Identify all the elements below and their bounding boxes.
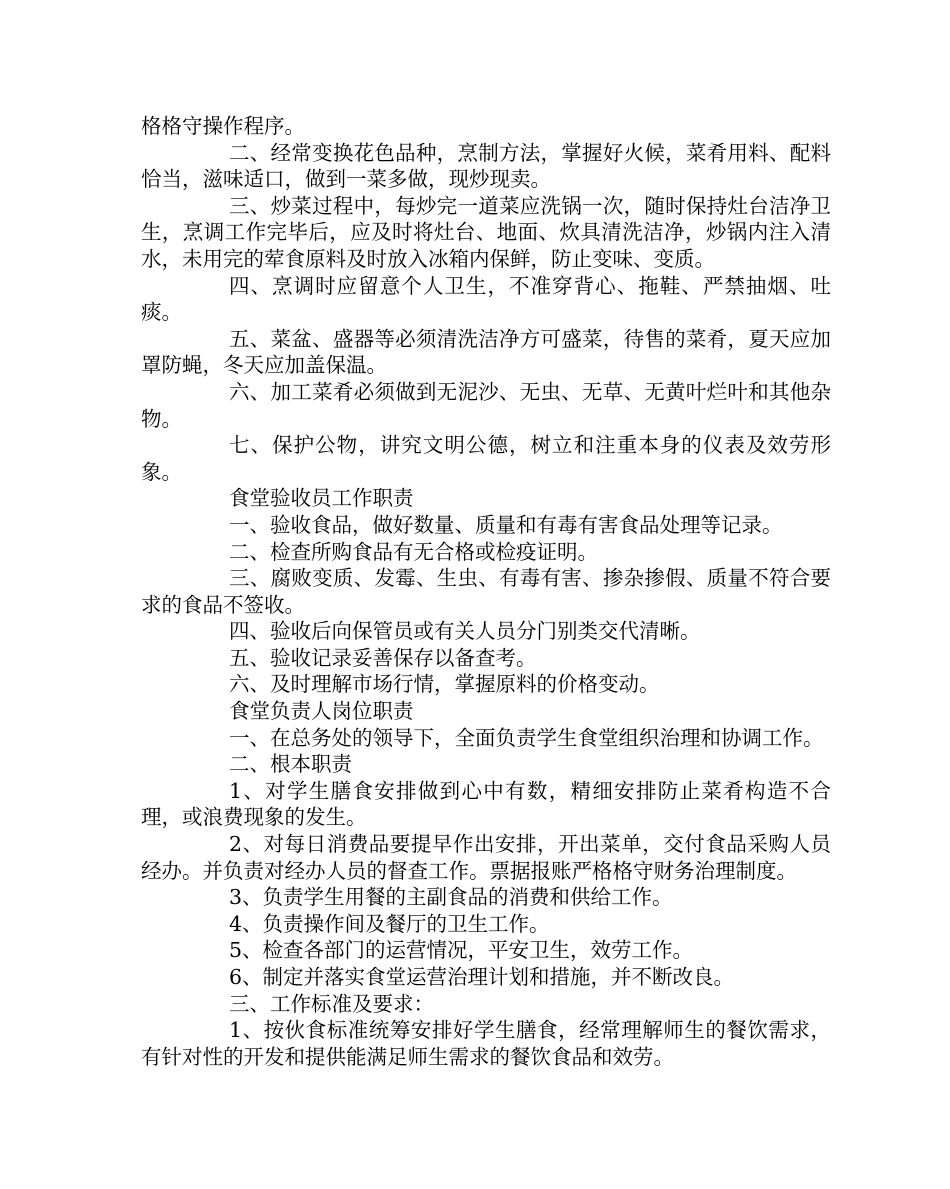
document-page [141, 113, 831, 1070]
paragraph: 一、在总务处的领导下，全面负责学生食堂组织治理和协调工作。 [229, 725, 824, 750]
paragraph: 2、对每日消费品要提早作出安排，开出菜单，交付食品采购人员经办。并负责对经办人员的督查工作。票据报账严格格守财务治理制度。 [141, 832, 831, 883]
paragraph: 5、检查各部门的运营情况，平安卫生，效劳工作。 [229, 938, 694, 963]
paragraph: 二、检查所购食品有无合格或检疫证明。 [229, 539, 598, 564]
paragraph: 6、制定并落实食堂运营治理计划和措施，并不断改良。 [229, 965, 735, 989]
paragraph: 食堂负责人岗位职责 [229, 699, 414, 724]
paragraph: 二、根本职责 [229, 752, 352, 777]
paragraph: 七、保护公物，讲究文明公德，树立和注重本身的仪表及效劳形象。 [141, 433, 831, 484]
paragraph: 五、验收记录妥善保存以备查考。 [229, 645, 537, 670]
paragraph: 五、菜盆、盛器等必须清洗洁净方可盛菜，待售的菜肴，夏天应加罩防蝇，冬天应加盖保温。 [141, 326, 831, 378]
paragraph: 三、炒菜过程中，每炒完一道菜应洗锅一次，随时保持灶台洁净卫生，烹调工作完毕后，应及时将灶台、地面、炊具清洗洁净，炒锅内注入清水，未用完的荤食原料及时放入冰箱内保鲜，防止变味、变质。 [141, 193, 831, 271]
paragraph: 一、验收食品，做好数量、质量和有毒有害食品处理等记录。 [229, 512, 783, 537]
paragraph: 1、按伙食标准统筹安排好学生膳食，经常理解师生的餐饮需求，有针对性的开发和提供能满足师生需求的餐饮食品和效劳。 [141, 1018, 831, 1069]
paragraph: 三、工作标准及要求： [229, 991, 434, 1016]
paragraph: 格格守操作程序。 [141, 114, 305, 138]
paragraph: 食堂验收员工作职责 [229, 486, 414, 511]
paragraph: 四、烹调时应留意个人卫生，不准穿背心、拖鞋、严禁抽烟、吐痰。 [141, 273, 831, 325]
paragraph: 二、经常变换花色品种，烹制方法，掌握好火候，菜肴用料、配料恰当，滋味适口，做到一菜多做，现炒现卖。 [141, 140, 831, 192]
paragraph: 三、腐败变质、发霉、生虫、有毒有害、掺杂掺假、质量不符合要求的食品不签收。 [141, 566, 831, 617]
paragraph: 四、验收后向保管员或有关人员分门别类交代清晰。 [229, 619, 701, 644]
paragraph: 3、负责学生用餐的主副食品的消费和供给工作。 [229, 885, 673, 910]
paragraph: 六、加工菜肴必须做到无泥沙、无虫、无草、无黄叶烂叶和其他杂物。 [141, 379, 831, 431]
paragraph: 1、对学生膳食安排做到心中有数，精细安排防止菜肴构造不合理，或浪费现象的发生。 [141, 778, 831, 830]
paragraph: 4、负责操作间及餐厅的卫生工作。 [229, 911, 550, 936]
paragraph: 六、及时理解市场行情，掌握原料的价格变动。 [229, 672, 660, 697]
